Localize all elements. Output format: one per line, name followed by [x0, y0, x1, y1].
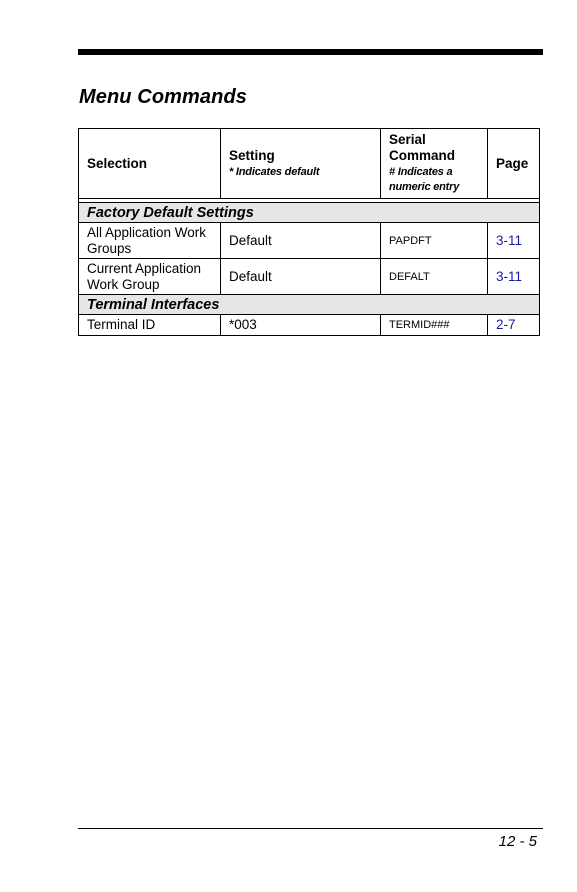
- header-serial-line2: Command: [389, 148, 456, 163]
- table-row: [79, 315, 540, 336]
- section-row-factory-default: [79, 203, 540, 223]
- header-serial-note-line2: numeric entry: [389, 181, 460, 193]
- footer-rule: [78, 828, 543, 829]
- page-number: 12 - 5: [498, 833, 537, 850]
- section-title: Factory Default Settings: [79, 203, 540, 223]
- cell-setting: Default: [221, 223, 381, 259]
- header-setting-note: * Indicates default: [229, 165, 320, 178]
- cell-command: PAPDFT: [381, 223, 488, 259]
- page-link[interactable]: [488, 223, 540, 259]
- section-title: Terminal Interfaces: [79, 295, 540, 315]
- header-serial-note: [389, 165, 487, 195]
- menu-commands-table: [78, 128, 540, 336]
- header-serial-command: [381, 129, 488, 199]
- page-link[interactable]: [488, 315, 540, 336]
- header-serial-note-line1: # Indicates a: [389, 166, 453, 178]
- header-page-label: Page: [496, 156, 529, 171]
- cell-command: TERMID###: [381, 315, 488, 336]
- cell-command: DEFALT: [381, 259, 488, 295]
- table-row: [79, 223, 540, 259]
- header-selection-label: Selection: [87, 156, 148, 171]
- header-page: [488, 129, 540, 199]
- header-selection: [79, 129, 221, 199]
- header-setting: [221, 129, 381, 199]
- page-link-label[interactable]: 2-7: [496, 317, 516, 332]
- page-title: Menu Commands: [79, 86, 247, 108]
- header-setting-label: Setting: [229, 147, 275, 163]
- cell-selection: All Application Work Groups: [79, 223, 221, 259]
- section-row-terminal-interfaces: [79, 295, 540, 315]
- cell-setting: *003: [221, 315, 381, 336]
- header-serial-line1: Serial: [389, 132, 426, 147]
- cell-selection: Terminal ID: [79, 315, 221, 336]
- page-link[interactable]: [488, 259, 540, 295]
- page-link-label[interactable]: 3-11: [496, 268, 523, 284]
- page-link-label[interactable]: 3-11: [496, 232, 523, 248]
- cell-selection: Current Application Work Group: [79, 259, 221, 295]
- table-row: [79, 259, 540, 295]
- top-rule: [78, 49, 543, 55]
- table-header-row: [79, 129, 540, 199]
- cell-setting: Default: [221, 259, 381, 295]
